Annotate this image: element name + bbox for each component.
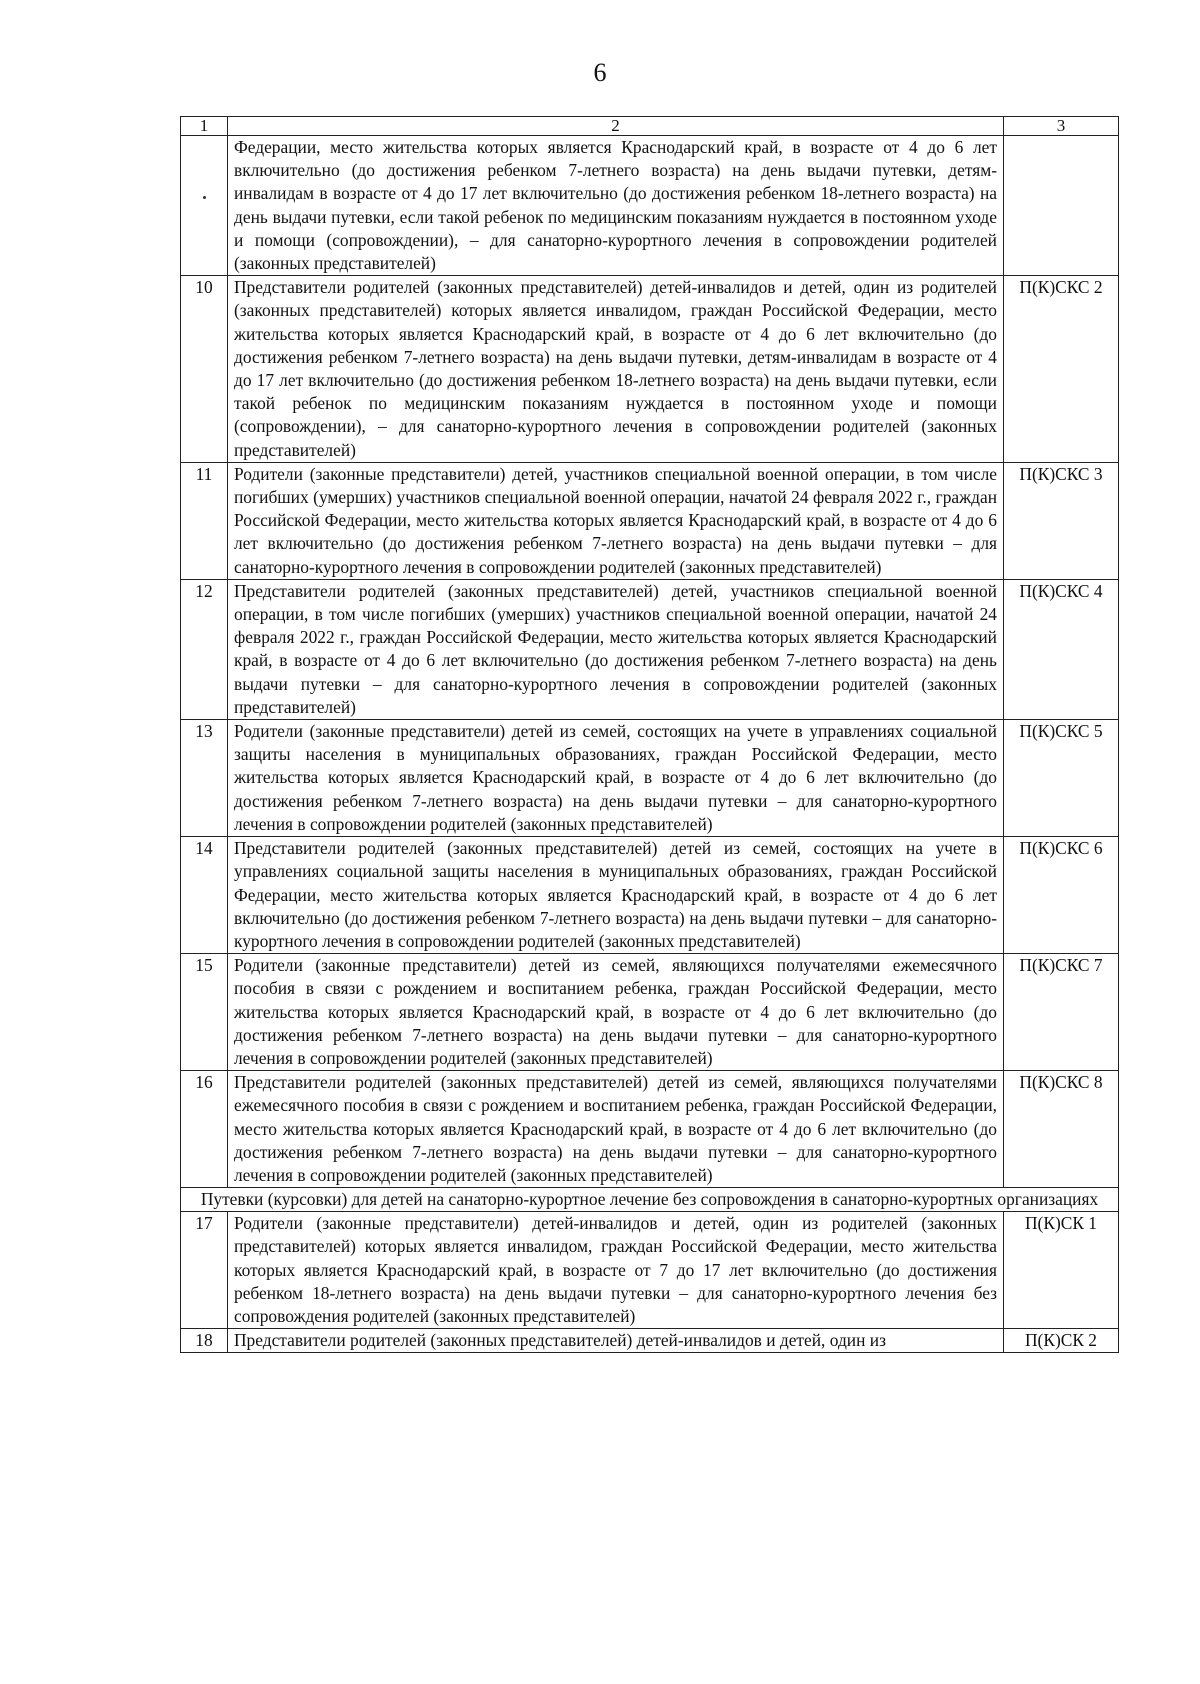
- table-row: [181, 1071, 1119, 1188]
- row-number: 18: [181, 1329, 228, 1353]
- row-code: П(К)СКС 4: [1004, 579, 1119, 719]
- row-text: Представители родителей (законных представителей) детей, участников специальной военной операции, в том числе погибших (умерших) участников специальной военной операции, начатой 24 февраля 2022 г., граждан Российской Федерации, место жительства которых является Краснодарский край, в возрасте от 4 до 6 лет включительно (до достижения ребенком 7-летнего возраста) на день выдачи путевки – для санаторно-курортного лечения в сопровождении родителей (законных представителей): [228, 579, 1004, 719]
- row-text: Родители (законные представители) детей из семей, являющихся получателями ежемесячного пособия в связи с рождением и воспитанием ребенка, граждан Российской Федерации, место жительства которых является Краснодарский край, в возрасте от 4 до 6 лет включительно (до достижения ребенком 7-летнего возраста) на день выдачи путевки – для санаторно-курортного лечения в сопровождении родителей (законных представителей): [228, 954, 1004, 1071]
- row-code: П(К)СКС 8: [1004, 1071, 1119, 1188]
- table-row: [181, 1212, 1119, 1329]
- table-row: [181, 276, 1119, 463]
- row-code: П(К)СКС 2: [1004, 276, 1119, 463]
- table-row: [181, 837, 1119, 954]
- row-text: Федерации, место жительства которых является Краснодарский край, в возрасте от 4 до 6 лет включительно (до достижения ребенком 7-летнего возраста) на день выдачи путевки, детям-инвалидам в возрасте от 4 до 17 лет включительно (до достижения ребенком 18-летнего возраста) на день выдачи путевки, если такой ребенок по медицинским показаниям нуждается в постоянном уходе и помощи (сопровождении), – для санаторно-курортного лечения в сопровождении родителей (законных представителей): [228, 136, 1004, 276]
- table-row: [181, 954, 1119, 1071]
- row-code: П(К)СКС 3: [1004, 462, 1119, 579]
- row-text: Представители родителей (законных представителей) детей-инвалидов и детей, один из: [228, 1329, 1004, 1353]
- section-row: [181, 1188, 1119, 1212]
- row-number: [181, 136, 228, 276]
- row-number: 14: [181, 837, 228, 954]
- row-code: П(К)СКС 6: [1004, 837, 1119, 954]
- row-code: П(К)СКС 7: [1004, 954, 1119, 1071]
- row-code: П(К)СКС 5: [1004, 720, 1119, 837]
- row-text: Родители (законные представители) детей-инвалидов и детей, один из родителей (законных представителей) которых является инвалидом, граждан Российской Федерации, место жительства которых является Краснодарский край, в возрасте от 7 до 17 лет включительно (до достижения ребенком 18-летнего возраста) на день выдачи путевки – для санаторно-курортного лечения без сопровождения родителей (законных представителей): [228, 1212, 1004, 1329]
- dot-mark: [203, 196, 206, 199]
- table-row: [181, 720, 1119, 837]
- row-number: 17: [181, 1212, 228, 1329]
- table-row: [181, 136, 1119, 276]
- benefits-table: [180, 116, 1119, 1353]
- header-col-3: 3: [1004, 117, 1119, 136]
- table-row: [181, 1329, 1119, 1353]
- row-code: П(К)СК 1: [1004, 1212, 1119, 1329]
- header-col-1: 1: [181, 117, 228, 136]
- row-text: Родители (законные представители) детей, участников специальной военной операции, в том числе погибших (умерших) участников специальной военной операции, начатой 24 февраля 2022 г., граждан Российской Федерации, место жительства которых является Краснодарский край, в возрасте от 4 до 6 лет включительно (до достижения ребенком 7-летнего возраста) на день выдачи путевки – для санаторно-курортного лечения в сопровождении родителей (законных представителей): [228, 462, 1004, 579]
- row-text: Родители (законные представители) детей из семей, состоящих на учете в управлениях социальной защиты населения в муниципальных образованиях, граждан Российской Федерации, место жительства которых является Краснодарский край, в возрасте от 4 до 6 лет включительно (до достижения ребенком 7-летнего возраста) на день выдачи путевки – для санаторно-курортного лечения в сопровождении родителей (законных представителей): [228, 720, 1004, 837]
- row-number: 13: [181, 720, 228, 837]
- row-text: Представители родителей (законных представителей) детей из семей, являющихся получателями ежемесячного пособия в связи с рождением и воспитанием ребенка, граждан Российской Федерации, место жительства которых является Краснодарский край, в возрасте от 4 до 6 лет включительно (до достижения ребенком 7-летнего возраста) на день выдачи путевки – для санаторно-курортного лечения в сопровождении родителей (законных представителей): [228, 1071, 1004, 1188]
- row-number: 12: [181, 579, 228, 719]
- row-code: [1004, 136, 1119, 276]
- table-header-row: [181, 117, 1119, 136]
- row-number: 11: [181, 462, 228, 579]
- row-code: П(К)СК 2: [1004, 1329, 1119, 1353]
- row-number: 16: [181, 1071, 228, 1188]
- row-number: 15: [181, 954, 228, 1071]
- row-number: 10: [181, 276, 228, 463]
- table-row: [181, 579, 1119, 719]
- row-text: Представители родителей (законных представителей) детей из семей, состоящих на учете в управлениях социальной защиты населения в муниципальных образованиях, граждан Российской Федерации, место жительства которых является Краснодарский край, в возрасте от 4 до 6 лет включительно (до достижения ребенком 7-летнего возраста) на день выдачи путевки – для санаторно-курортного лечения в сопровождении родителей (законных представителей): [228, 837, 1004, 954]
- section-heading: Путевки (курсовки) для детей на санаторно-курортное лечение без сопровождения в санаторно-курортных организациях: [181, 1188, 1119, 1212]
- row-text: Представители родителей (законных представителей) детей-инвалидов и детей, один из родителей (законных представителей) которых является инвалидом, граждан Российской Федерации, место жительства которых является Краснодарский край, в возрасте от 4 до 6 лет включительно (до достижения ребенком 7-летнего возраста) на день выдачи путевки, детям-инвалидам в возрасте от 4 до 17 лет включительно (до достижения ребенком 18-летнего возраста) на день выдачи путевки, если такой ребенок по медицинским показаниям нуждается в постоянном уходе и помощи (сопровождении), – для санаторно-курортного лечения в сопровождении родителей (законных представителей): [228, 276, 1004, 463]
- page-number: 6: [593, 58, 607, 87]
- table-row: [181, 462, 1119, 579]
- header-col-2: 2: [228, 117, 1004, 136]
